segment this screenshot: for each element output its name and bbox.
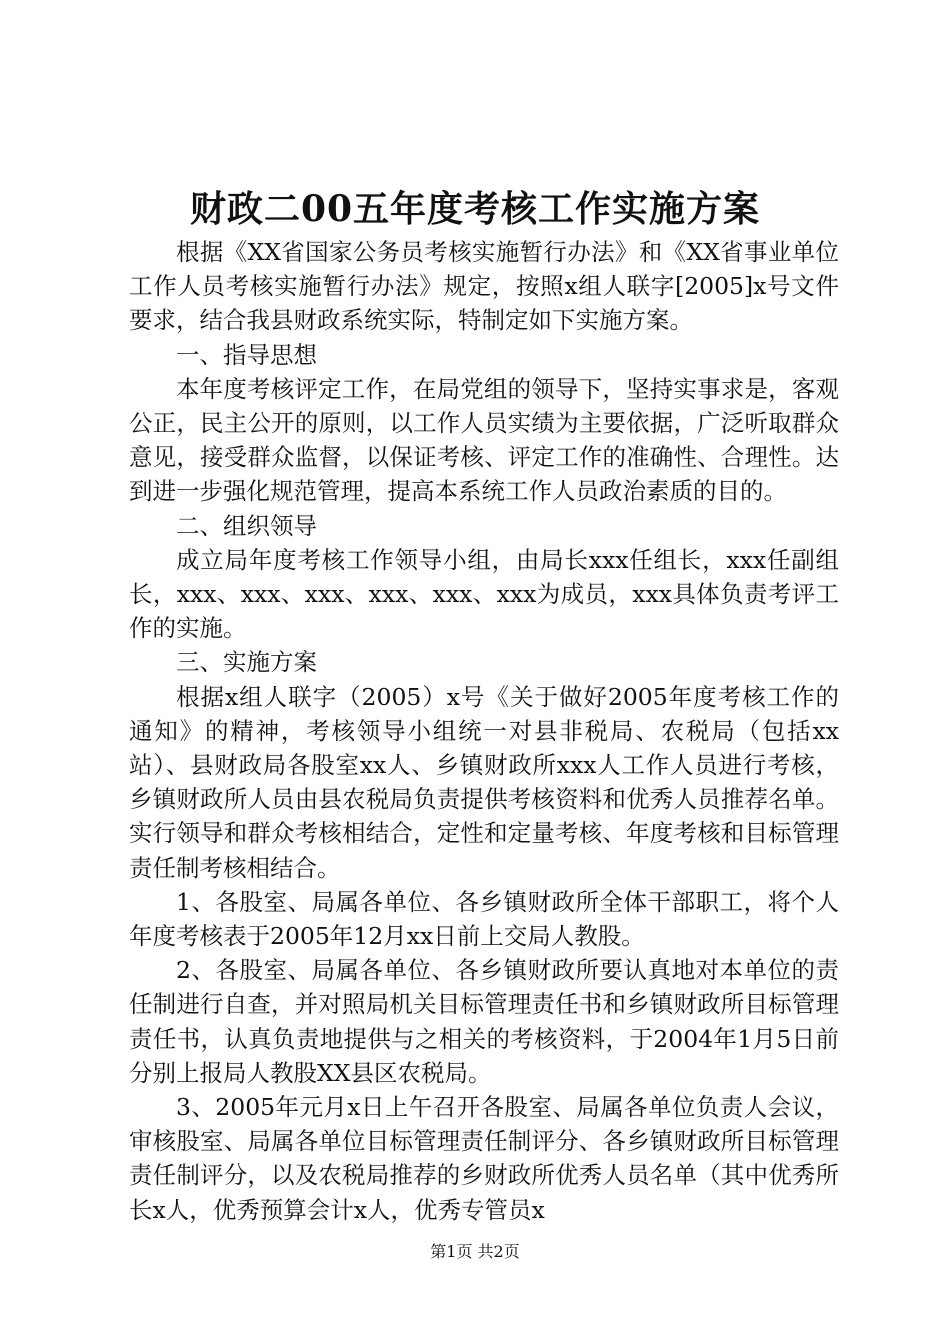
page-footer: 第1页 共2页 <box>430 1242 520 1261</box>
section-heading-implementation: 三、实施方案 <box>176 648 317 677</box>
section-heading-organization: 二、组织领导 <box>176 511 317 540</box>
organization-paragraph: 成立局年度考核工作领导小组，由局长xxx任组长，xxx任副组长，xxx、xxx、xxx、xxx、xxx、xxx为成员，xxx具体负责考评工作的实施。 <box>129 545 839 643</box>
document-title: 财政二00五年度考核工作实施方案 <box>189 188 761 230</box>
item-3-paragraph: 3、2005年元月x日上午召开各股室、局属各单位负责人会议，审核股室、局属各单位目标管理责任制评分、各乡镇财政所目标管理责任制评分，以及农税局推荐的乡财政所优秀人员名单（其中优秀所长x人，优秀预算会计x人，优秀专管员x <box>129 1093 839 1224</box>
guiding-ideology-paragraph: 本年度考核评定工作，在局党组的领导下，坚持实事求是，客观公正，民主公开的原则，以工作人员实绩为主要依据，广泛听取群众意见，接受群众监督，以保证考核、评定工作的准确性、合理性。达到进一步强化规范管理，提高本系统工作人员政治素质的目的。 <box>129 374 839 506</box>
implementation-paragraph: 根据x组人联字（2005）x号《关于做好2005年度考核工作的通知》的精神，考核领导小组统一对县非税局、农税局（包括xx站）、县财政局各股室xx人、乡镇财政所xxx人工作人员进行考核，乡镇财政所人员由县农税局负责提供考核资料和优秀人员推荐名单。实行领导和群众考核相结合，定性和定量考核、年度考核和目标管理责任制考核相结合。 <box>129 682 839 882</box>
item-1-paragraph: 1、各股室、局属各单位、各乡镇财政所全体干部职工，将个人年度考核表于2005年12月xx日前上交局人教股。 <box>129 887 839 951</box>
section-heading-guiding-ideology: 一、指导思想 <box>176 340 317 369</box>
intro-paragraph: 根据《XX省国家公务员考核实施暂行办法》和《XX省事业单位工作人员考核实施暂行办法》规定，按照x组人联字[2005]x号文件要求，结合我县财政系统实际，特制定如下实施方案。 <box>129 238 839 335</box>
document-body <box>129 235 839 1227</box>
item-2-paragraph: 2、各股室、局属各单位、各乡镇财政所要认真地对本单位的责任制进行自查，并对照局机关目标管理责任书和乡镇财政所目标管理责任书，认真负责地提供与之相关的考核资料，于2004年1月5日前分别上报局人教股XX县区农税局。 <box>129 956 839 1087</box>
